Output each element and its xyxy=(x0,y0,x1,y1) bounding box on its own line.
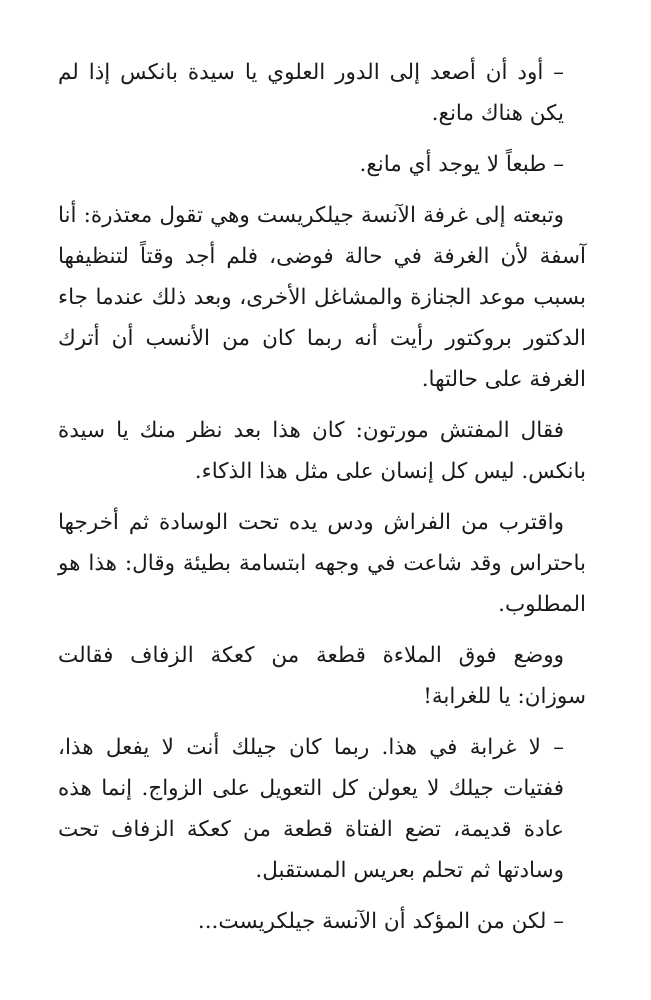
paragraph-gilchrist-room: وتبعته إلى غرفة الآنسة جيلكريست وهي تقول معتذرة: أنا آسفة لأن الغرفة في حالة فوضى، فلم أجد وقتاً لتنظيفها بسبب موعد الجنازة والمشاغل الأخرى، وبعد ذلك عندما جاء الدكتور بروكتور رأيت أنه ربما كان من الأنسب أن أترك الغرفة على حالتها. xyxy=(58,203,586,392)
dialogue-line-no-objection: – طبعاً لا يوجد أي مانع. xyxy=(359,152,564,177)
dialogue-line-upstairs-request: – أود أن أصعد إلى الدور العلوي يا سيدة بانكس إذا لم يكن هناك مانع. xyxy=(58,60,564,126)
book-page xyxy=(58,52,586,942)
paragraph-inspector-morton: فقال المفتش مورتون: كان هذا بعد نظر منك يا سيدة بانكس. ليس كل إنسان على مثل هذا الذكاء. xyxy=(58,418,586,484)
dialogue-line-but-surely: – لكن من المؤكد أن الآنسة جيلكريست... xyxy=(197,909,564,934)
paragraph-under-pillow: واقترب من الفراش ودس يده تحت الوسادة ثم أخرجها باحتراس وقد شاعت في وجهه ابتسامة بطيئة وقال: هذا هو المطلوب. xyxy=(58,510,586,617)
paragraph-wedding-cake: ووضع فوق الملاءة قطعة من كعكة الزفاف فقالت سوزان: يا للغرابة! xyxy=(58,643,586,709)
dialogue-line-old-custom: – لا غرابة في هذا. ربما كان جيلك أنت لا يفعل هذا، ففتيات جيلك لا يعولن كل التعويل على الزواج. إنما هذه عادة قديمة، تضع الفتاة قطعة من كعكة الزفاف تحت وسادتها ثم تحلم بعريس المستقبل. xyxy=(58,735,564,883)
